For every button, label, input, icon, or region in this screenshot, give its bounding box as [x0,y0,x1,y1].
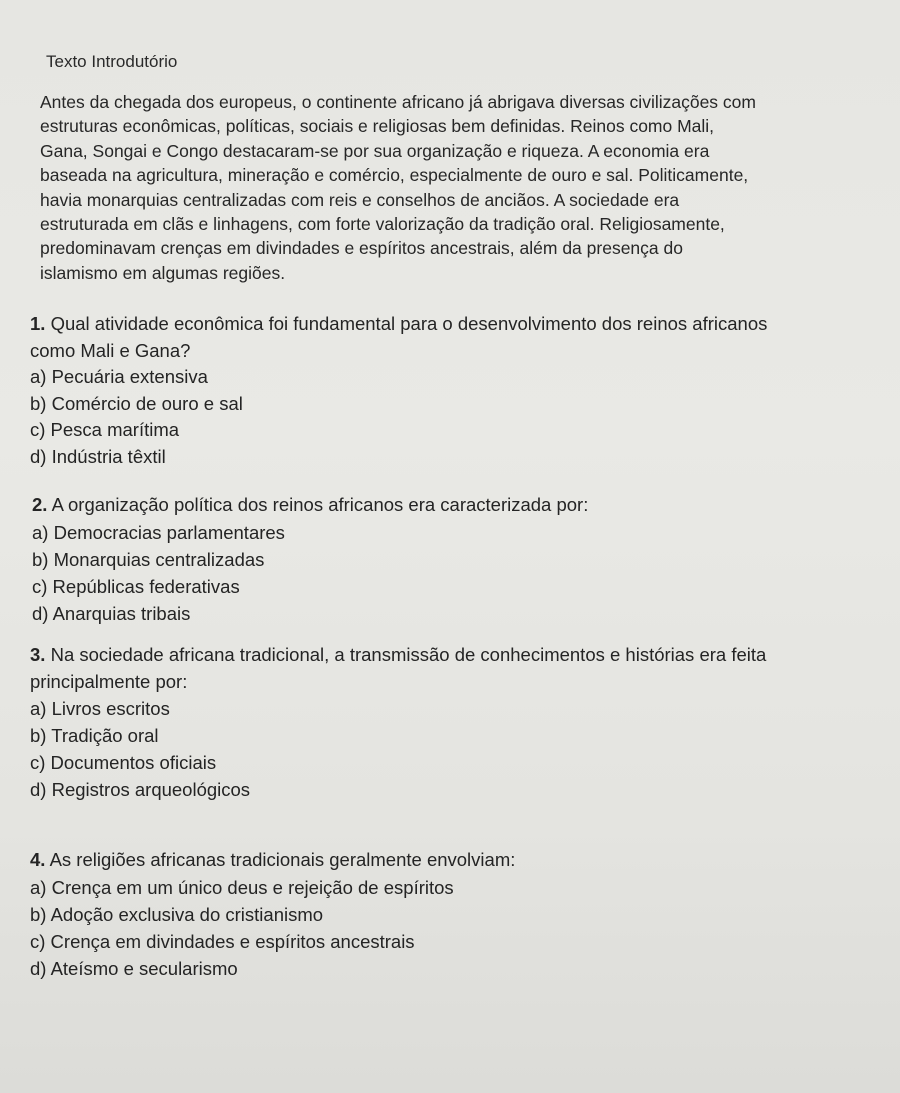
question-3-option-d[interactable]: d) Registros arqueológicos [30,779,251,800]
intro-line: estruturada em clãs e linhagens, com forte valorização da tradição oral. Religiosamente, [40,214,725,235]
question-2-option-b[interactable]: b) Monarquias centralizadas [32,549,265,570]
question-4-option-a[interactable]: a) Crença em um único deus e rejeição de espíritos [30,877,454,898]
question-4-option-c[interactable]: c) Crença em divindades e espíritos ancestrais [30,931,415,952]
question-1-option-d[interactable]: d) Indústria têxtil [30,445,166,467]
question-3-number: 3. [30,644,46,665]
question-3 [30,641,860,803]
question-2-number: 2. [32,494,48,515]
question-3-option-c[interactable]: c) Documentos oficiais [30,752,217,773]
question-2-line: A organização política dos reinos africanos era caracterizada por: [51,494,589,515]
intro-line: Gana, Songai e Congo destacaram-se por sua organização e riqueza. A economia era [40,140,710,161]
question-2-option-d[interactable]: d) Anarquias tribais [32,603,191,624]
question-2-option-a[interactable]: a) Democracias parlamentares [32,522,285,543]
question-2 [32,491,862,627]
intro-line: islamismo em algumas regiões. [40,262,286,283]
section-title: Texto Introdutório [46,52,178,71]
question-1-line: como Mali e Gana? [30,340,191,361]
question-1-number: 1. [30,313,46,334]
question-1-line: Qual atividade econômica foi fundamental para o desenvolvimento dos reinos africanos [50,313,768,334]
question-1-text [30,310,860,364]
intro-line: Antes da chegada dos europeus, o continente africano já abrigava diversas civilizações com [40,92,756,112]
intro-line: predominavam crenças em divindades e espíritos ancestrais, além da presença do [40,238,683,259]
question-1-option-c[interactable]: c) Pesca marítima [30,419,180,440]
intro-line: baseada na agricultura, mineração e comércio, especialmente de ouro e sal. Politicamente, [40,165,749,186]
question-4-line: As religiões africanas tradicionais geralmente envolviam: [49,849,516,870]
question-1-option-a[interactable]: a) Pecuária extensiva [30,366,208,387]
question-3-line: principalmente por: [30,671,188,692]
question-1 [30,310,860,470]
intro-line: havia monarquias centralizadas com reis e conselhos de anciãos. A sociedade era [40,189,680,210]
question-4-option-b[interactable]: b) Adoção exclusiva do cristianismo [30,904,324,925]
intro-line: estruturas econômicas, políticas, sociais e religiosas bem definidas. Reinos como Mali, [40,116,715,137]
question-4-number: 4. [30,849,46,870]
question-3-text [30,641,860,695]
question-2-option-c[interactable]: c) Repúblicas federativas [32,576,240,597]
question-4-text [30,846,860,874]
question-1-option-b[interactable]: b) Comércio de ouro e sal [30,392,243,414]
question-3-option-a[interactable]: a) Livros escritos [30,698,170,719]
question-4-option-d[interactable]: d) Ateísmo e secularismo [30,958,238,979]
question-4 [30,846,860,982]
question-2-text [32,491,862,519]
question-3-line: Na sociedade africana tradicional, a transmissão de conhecimentos e histórias era feita [50,644,767,665]
intro-text [40,90,840,285]
question-3-option-b[interactable]: b) Tradição oral [30,725,159,746]
